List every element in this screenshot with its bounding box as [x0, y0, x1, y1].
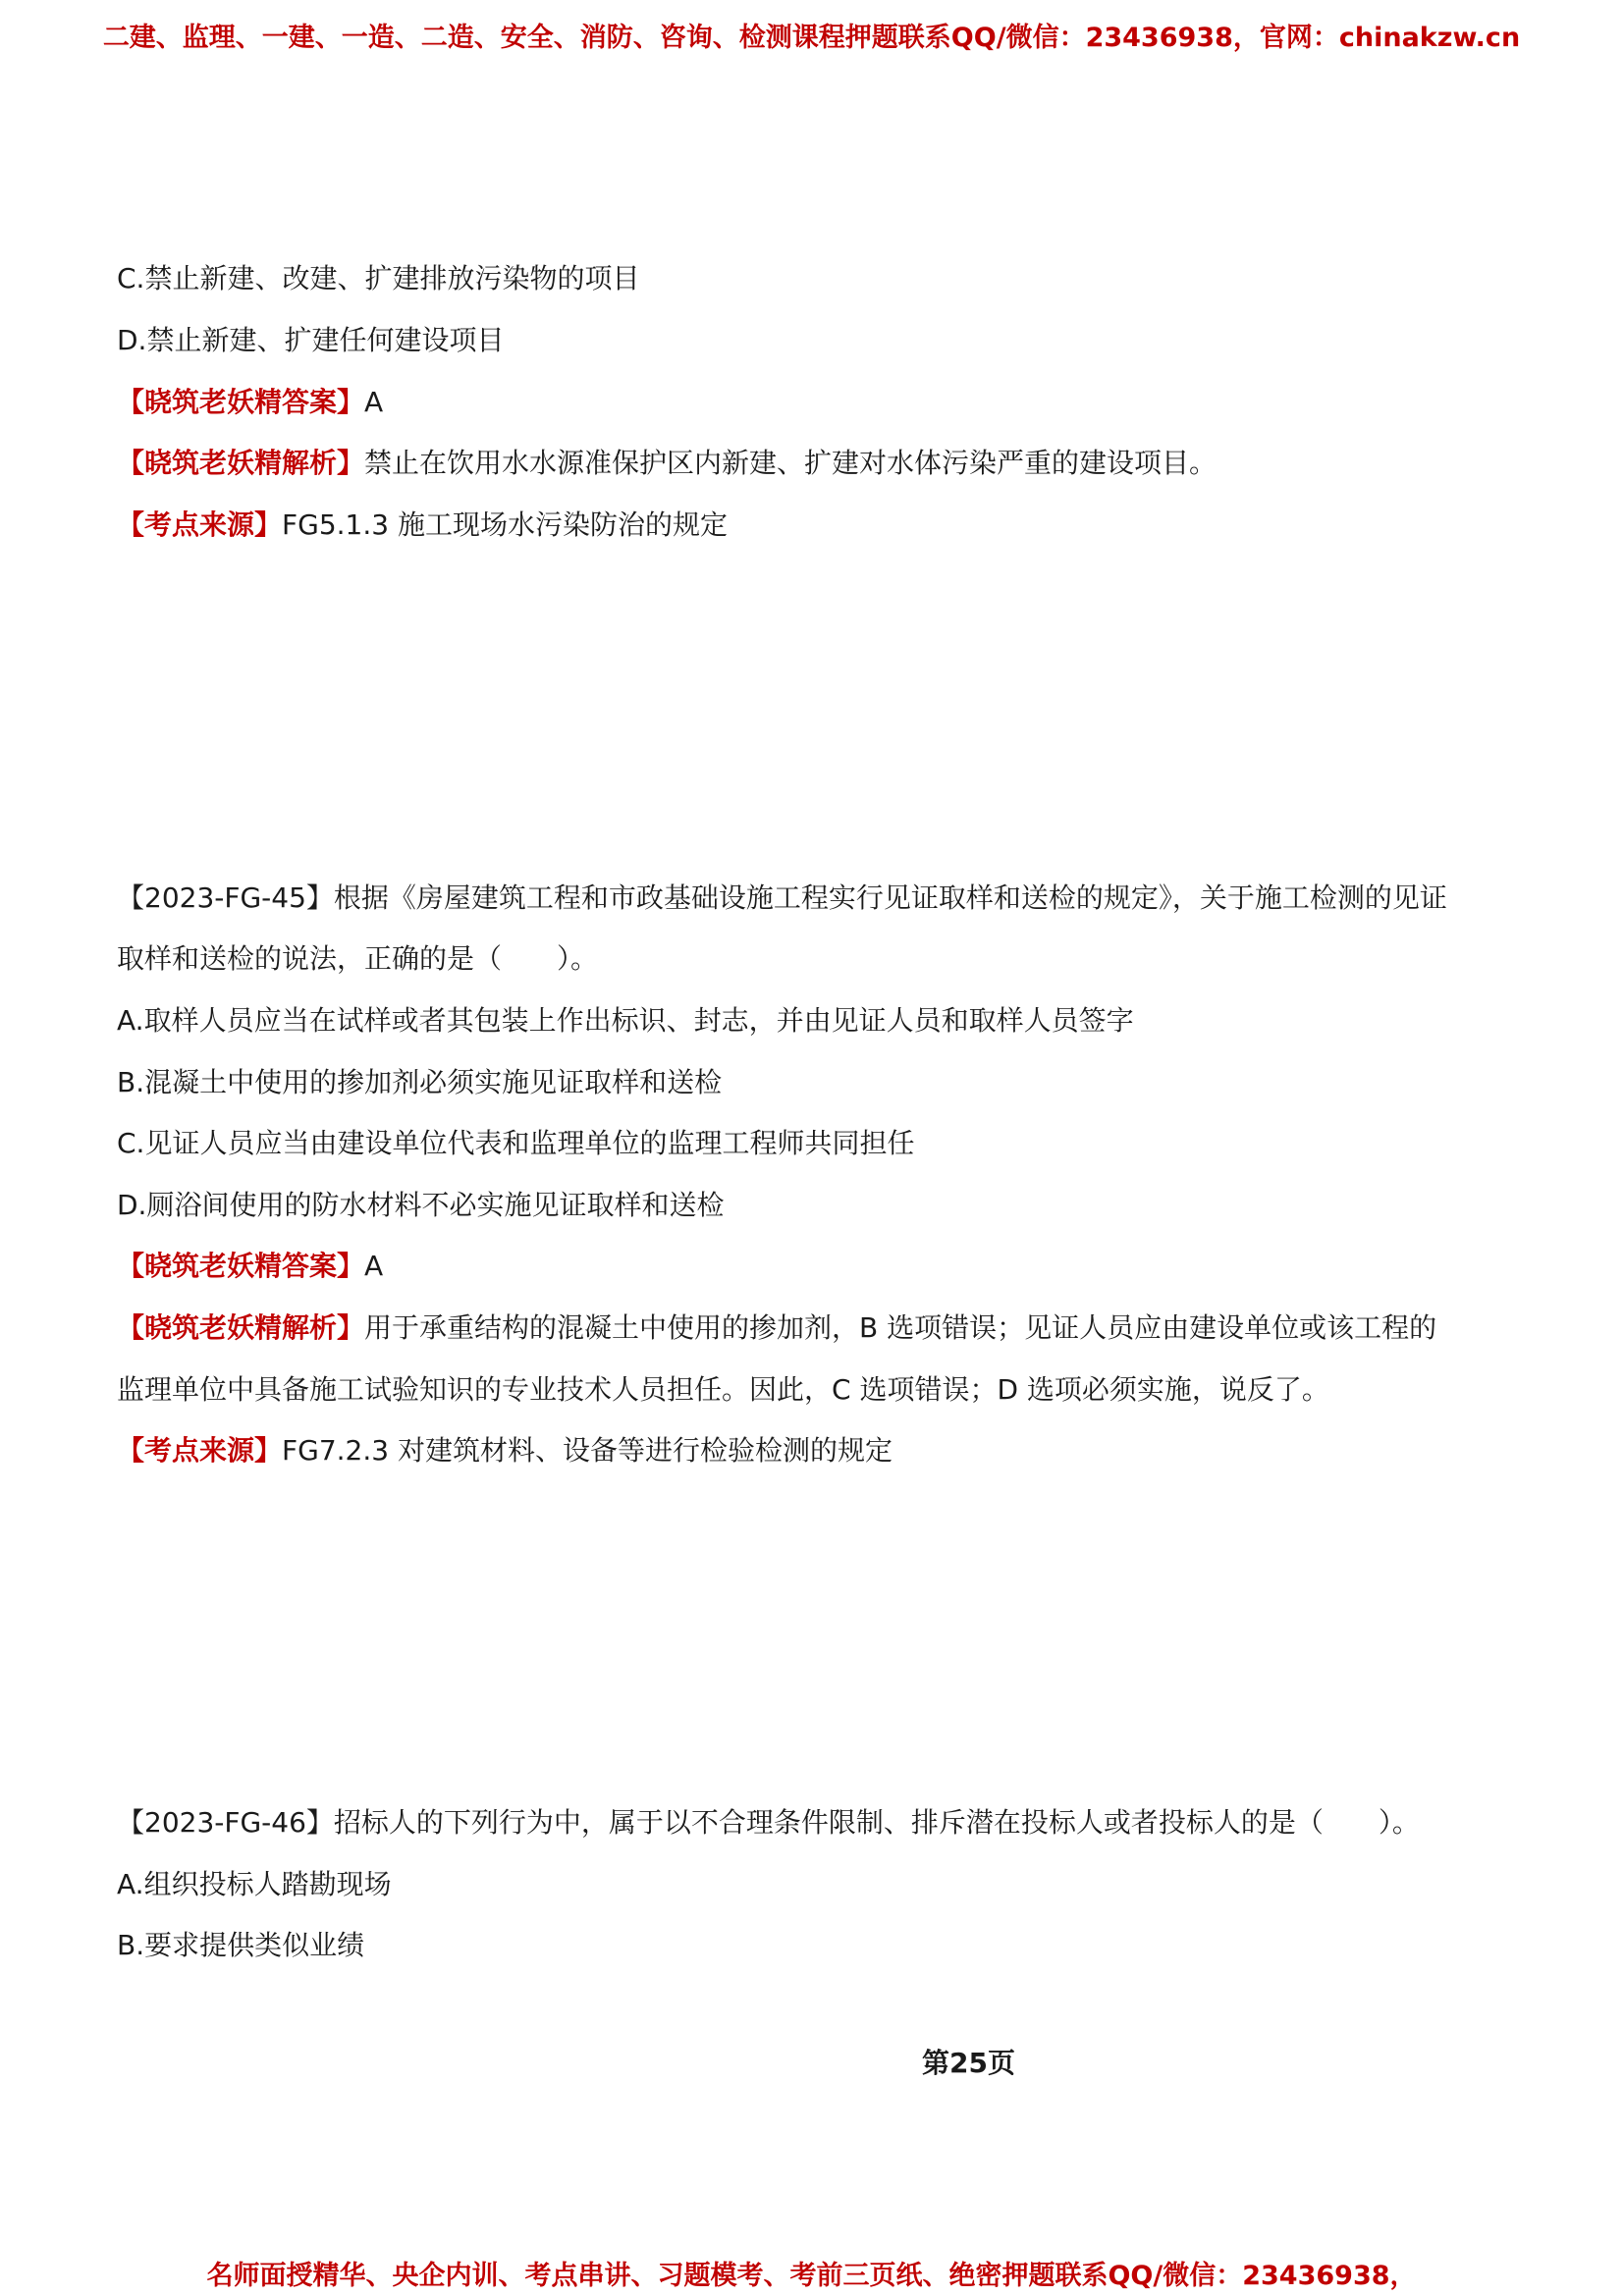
q45-source-line	[117, 1431, 893, 1470]
q45-analysis-text1: 用于承重结构的混凝土中使用的掺加剂，B 选项错误；见证人员应由建设单位或该工程的	[364, 1311, 1437, 1344]
q44-option-d: D.禁止新建、扩建任何建设项目	[117, 324, 505, 356]
q45-option-d: D.厕浴间使用的防水材料不必实施见证取样和送检	[117, 1189, 725, 1221]
q45-answer-value: A	[364, 1250, 384, 1282]
q45-option-a: A.取样人员应当在试样或者其包装上作出标识、封志，并由见证人员和取样人员签字	[117, 1004, 1134, 1037]
q45-stem-line2: 取样和送检的说法，正确的是（ ）。	[117, 942, 599, 975]
header-contact-banner: 二建、监理、一建、一造、二造、安全、消防、咨询、检测课程押题联系QQ/微信：23436938，官网：chinakzw.cn	[102, 23, 1521, 53]
page-number: 第25页	[922, 2047, 1015, 2079]
q44-answer-line	[117, 383, 383, 422]
answer-tag: 【晓筑老妖精答案】	[117, 1250, 365, 1282]
q46-option-b: B.要求提供类似业绩	[117, 1929, 365, 1961]
q44-answer-value: A	[364, 386, 384, 418]
q46-option-a: A.组织投标人踏勘现场	[117, 1868, 392, 1900]
q44-option-c: C.禁止新建、改建、扩建排放污染物的项目	[117, 262, 640, 294]
analysis-tag: 【晓筑老妖精解析】	[117, 1311, 365, 1344]
q45-option-c: C.见证人员应当由建设单位代表和监理单位的监理工程师共同担任	[117, 1127, 915, 1159]
source-tag: 【考点来源】	[117, 1434, 283, 1467]
q45-stem-line1: 【2023-FG-45】根据《房屋建筑工程和市政基础设施工程实行见证取样和送检的规定》，关于施工检测的见证	[117, 881, 1447, 914]
analysis-tag: 【晓筑老妖精解析】	[117, 447, 365, 479]
answer-tag: 【晓筑老妖精答案】	[117, 386, 365, 418]
source-tag: 【考点来源】	[117, 508, 283, 541]
q44-analysis-text: 禁止在饮用水水源准保护区内新建、扩建对水体污染严重的建设项目。	[364, 447, 1217, 479]
q44-source-text: FG5.1.3 施工现场水污染防治的规定	[282, 508, 728, 541]
q44-source-line	[117, 506, 728, 545]
q45-answer-line	[117, 1247, 383, 1286]
q45-analysis-line2: 监理单位中具备施工试验知识的专业技术人员担任。因此，C 选项错误；D 选项必须实施，说反了。	[117, 1373, 1329, 1406]
q44-analysis-line	[117, 444, 1217, 483]
q45-option-b: B.混凝土中使用的掺加剂必须实施见证取样和送检	[117, 1066, 723, 1098]
q45-analysis-line1	[117, 1308, 1436, 1348]
q45-source-text: FG7.2.3 对建筑材料、设备等进行检验检测的规定	[282, 1434, 893, 1467]
q46-stem: 【2023-FG-46】招标人的下列行为中，属于以不合理条件限制、排斥潜在投标人或者投标人的是（ ）。	[117, 1806, 1420, 1839]
footer-contact-banner: 名师面授精华、央企内训、考点串讲、习题模考、考前三页纸、绝密押题联系QQ/微信：23436938，	[206, 2261, 1417, 2291]
